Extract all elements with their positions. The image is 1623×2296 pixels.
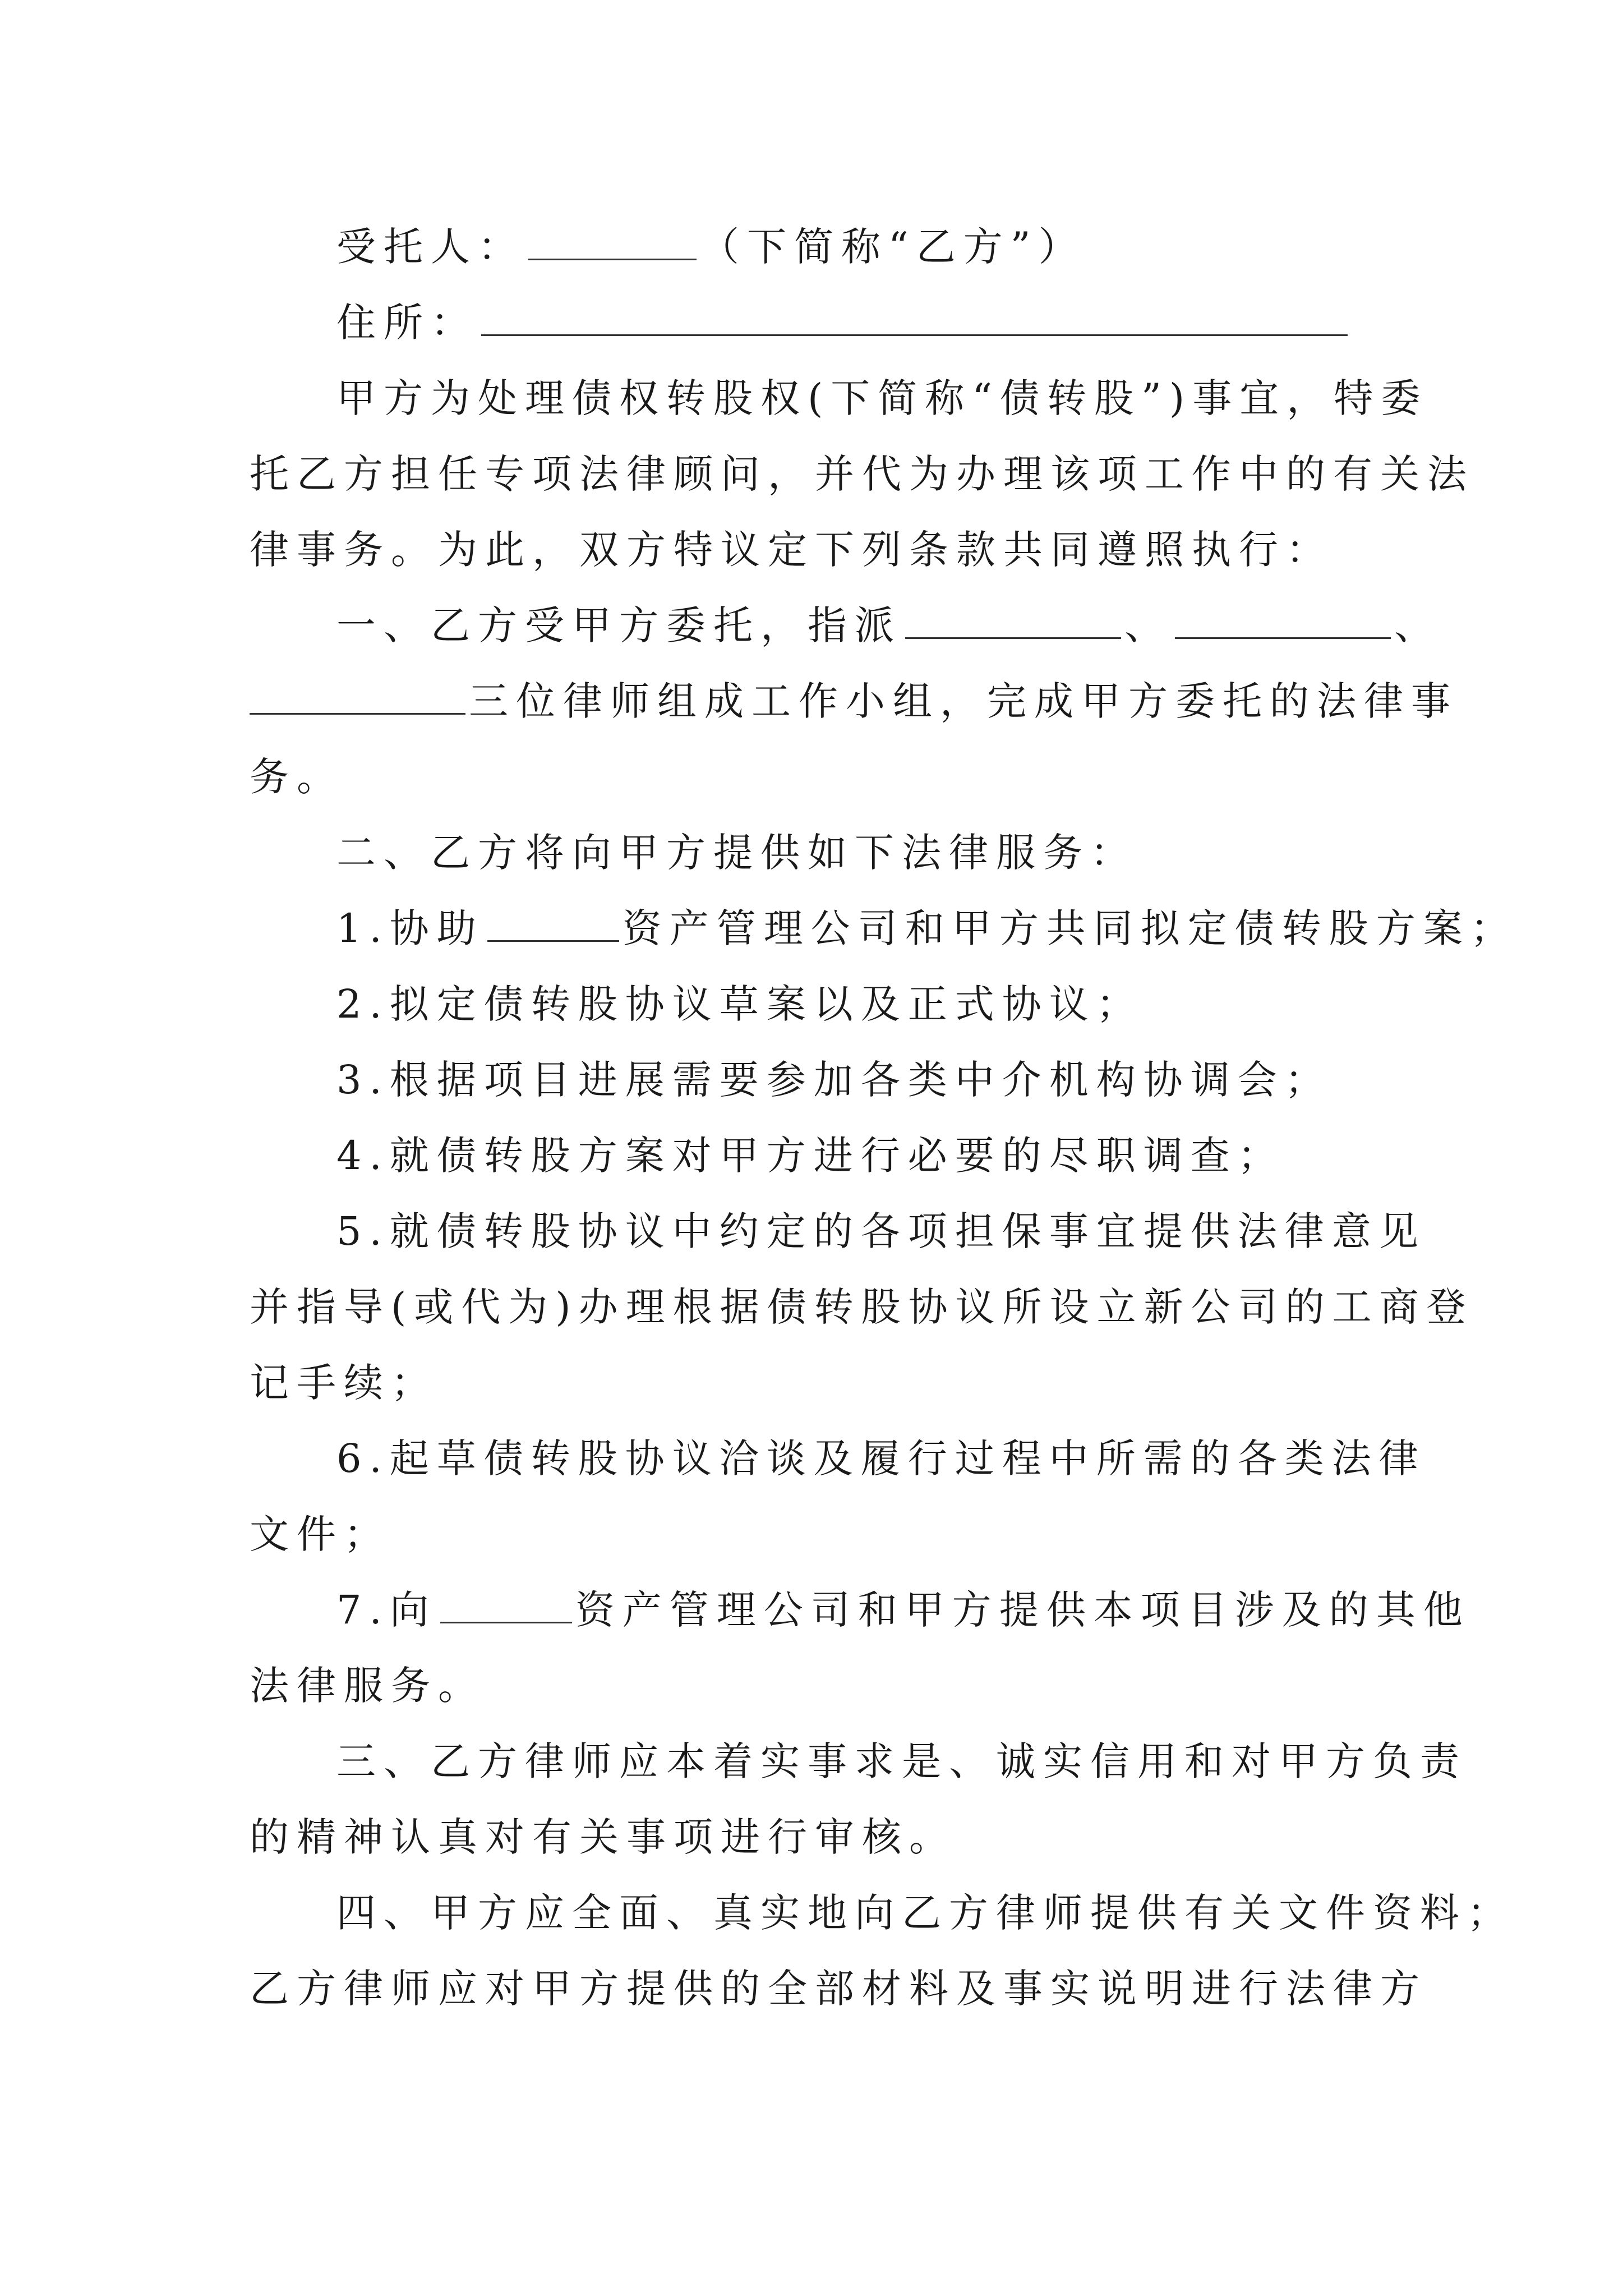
- item-text: 1.协助: [336, 905, 484, 951]
- trustee-alias: （下简称“乙方”）: [700, 224, 1086, 270]
- paragraph-line: 律事务。为此，双方特议定下列条款共同遵照执行：: [250, 527, 1333, 573]
- paragraph-line: 记手续；: [250, 1360, 438, 1406]
- item-text: 资产管理公司和甲方共同拟定债转股方案；: [622, 905, 1518, 951]
- address-blank: [481, 300, 1348, 336]
- paragraph-line: 甲方为处理债权转股权(下简称“债转股”)事宜，特委: [336, 375, 1428, 421]
- paragraph-line: 务。: [250, 754, 344, 800]
- paragraph-line: 并指导(或代为)办理根据债转股协议所设立新公司的工商登: [250, 1284, 1474, 1330]
- clause-text: 三位律师组成工作小组，完成甲方委托的法律事: [469, 678, 1458, 724]
- service-item-5: 5.就债转股协议中约定的各项担保事宜提供法律意见: [336, 1208, 1426, 1254]
- paragraph-line: 法律服务。: [250, 1663, 485, 1709]
- clause-3-line: 三、乙方律师应本着实事求是、诚实信用和对甲方负责: [336, 1738, 1467, 1784]
- service-item-4: 4.就债转股方案对甲方进行必要的尽职调查；: [336, 1133, 1285, 1179]
- trustee-label: 受托人：: [336, 224, 525, 270]
- clause-2-heading: 二、乙方将向甲方提供如下法律服务：: [336, 830, 1137, 876]
- item-text: 资产管理公司和甲方提供本项目涉及的其他: [575, 1587, 1470, 1633]
- paragraph-line: 的精神认真对有关事项进行审核。: [250, 1814, 956, 1860]
- service-item-3: 3.根据项目进展需要参加各类中介机构协调会；: [336, 1057, 1332, 1103]
- address-label: 住所：: [336, 300, 478, 346]
- separator: 、: [1124, 602, 1172, 648]
- trustee-line: [336, 222, 1388, 272]
- clause-text: 一、乙方受甲方委托，指派: [336, 602, 902, 648]
- service-item-1: [336, 903, 1518, 954]
- service-item-2: 2.拟定债转股协议草案以及正式协议；: [336, 981, 1144, 1027]
- lawyer-1-blank: [905, 602, 1121, 639]
- clause-1-line-2: [250, 676, 1458, 726]
- service-item-6: 6.起草债转股协议洽谈及履行过程中所需的各类法律: [336, 1435, 1426, 1481]
- address-line: [336, 297, 1388, 348]
- paragraph-line: 乙方律师应对甲方提供的全部材料及事实说明进行法律方: [250, 1966, 1427, 2012]
- paragraph-line: 托乙方担任专项法律顾问，并代为办理该项工作中的有关法: [250, 451, 1474, 497]
- clause-1-line: [336, 600, 1441, 651]
- clause-4-line: 四、甲方应全面、真实地向乙方律师提供有关文件资料；: [336, 1890, 1514, 1936]
- paragraph-line: 文件；: [250, 1511, 391, 1557]
- trustee-name-blank: [528, 224, 697, 260]
- lawyer-3-blank: [250, 678, 465, 715]
- separator: 、: [1394, 602, 1441, 648]
- lawyer-2-blank: [1175, 602, 1391, 639]
- asset-company-blank: [440, 1587, 572, 1623]
- asset-company-blank: [487, 905, 619, 942]
- service-item-7: [336, 1585, 1470, 1635]
- item-text: 7.向: [336, 1587, 437, 1633]
